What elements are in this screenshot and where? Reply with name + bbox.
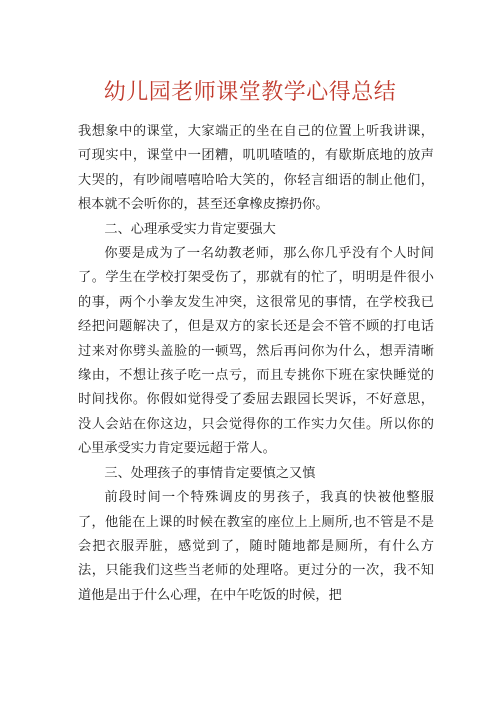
paragraph-section-2: 你要是成为了一名幼教老师，那么你几乎没有个人时间了。学生在学校打架受伤了，那就有的忙了，明明是件很小的事，两个小拳友发生冲突，这很常见的事情，在学校我已经把问题解决了，但是双方的家长还是会不管不顾的打电话过来对你劈头盖脸的一顿骂，然后再问你为什么，想弄清晰缘由，不想让孩子吃一点亏，而且专挑你下班在家快睡觉的时间找你。你假如觉得受了委屈去跟园长哭诉，不好意思，没人会站在你这边，只会觉得你的工作实力欠佳。所以你的心里承受实力肯定要远超于常人。 (78, 246, 434, 457)
document-title: 幼儿园老师课堂教学心得总结 (103, 80, 397, 105)
section-heading-3: 三、处理孩子的事情肯定要慎之又慎 (104, 465, 316, 481)
section-heading-2: 二、心理承受实力肯定要强大 (104, 221, 276, 237)
paragraph-section-3: 前段时间一个特殊调皮的男孩子，我真的快被他整服了，他能在上课的时候在教室的座位上上厕所,也不管是不是会把衣服弄脏，感觉到了，随时随地都是厕所，有什么方法，只能我们这些当老师的处理咯。更过分的一次，我不知道他是出于什么心理，在中午吃饭的时候，把 (78, 490, 434, 603)
paragraph-intro: 我想象中的课堂，大家端正的坐在自己的位置上听我讲课，可现实中，课堂中一团糟，叽叽喳喳的，有歇斯底地的放声大哭的，有吵闹嘻嘻哈哈大笑的，你轻言细语的制止他们，根本就不会听你的，甚至还拿橡皮擦扔你。 (78, 124, 434, 213)
document-body (78, 120, 434, 608)
